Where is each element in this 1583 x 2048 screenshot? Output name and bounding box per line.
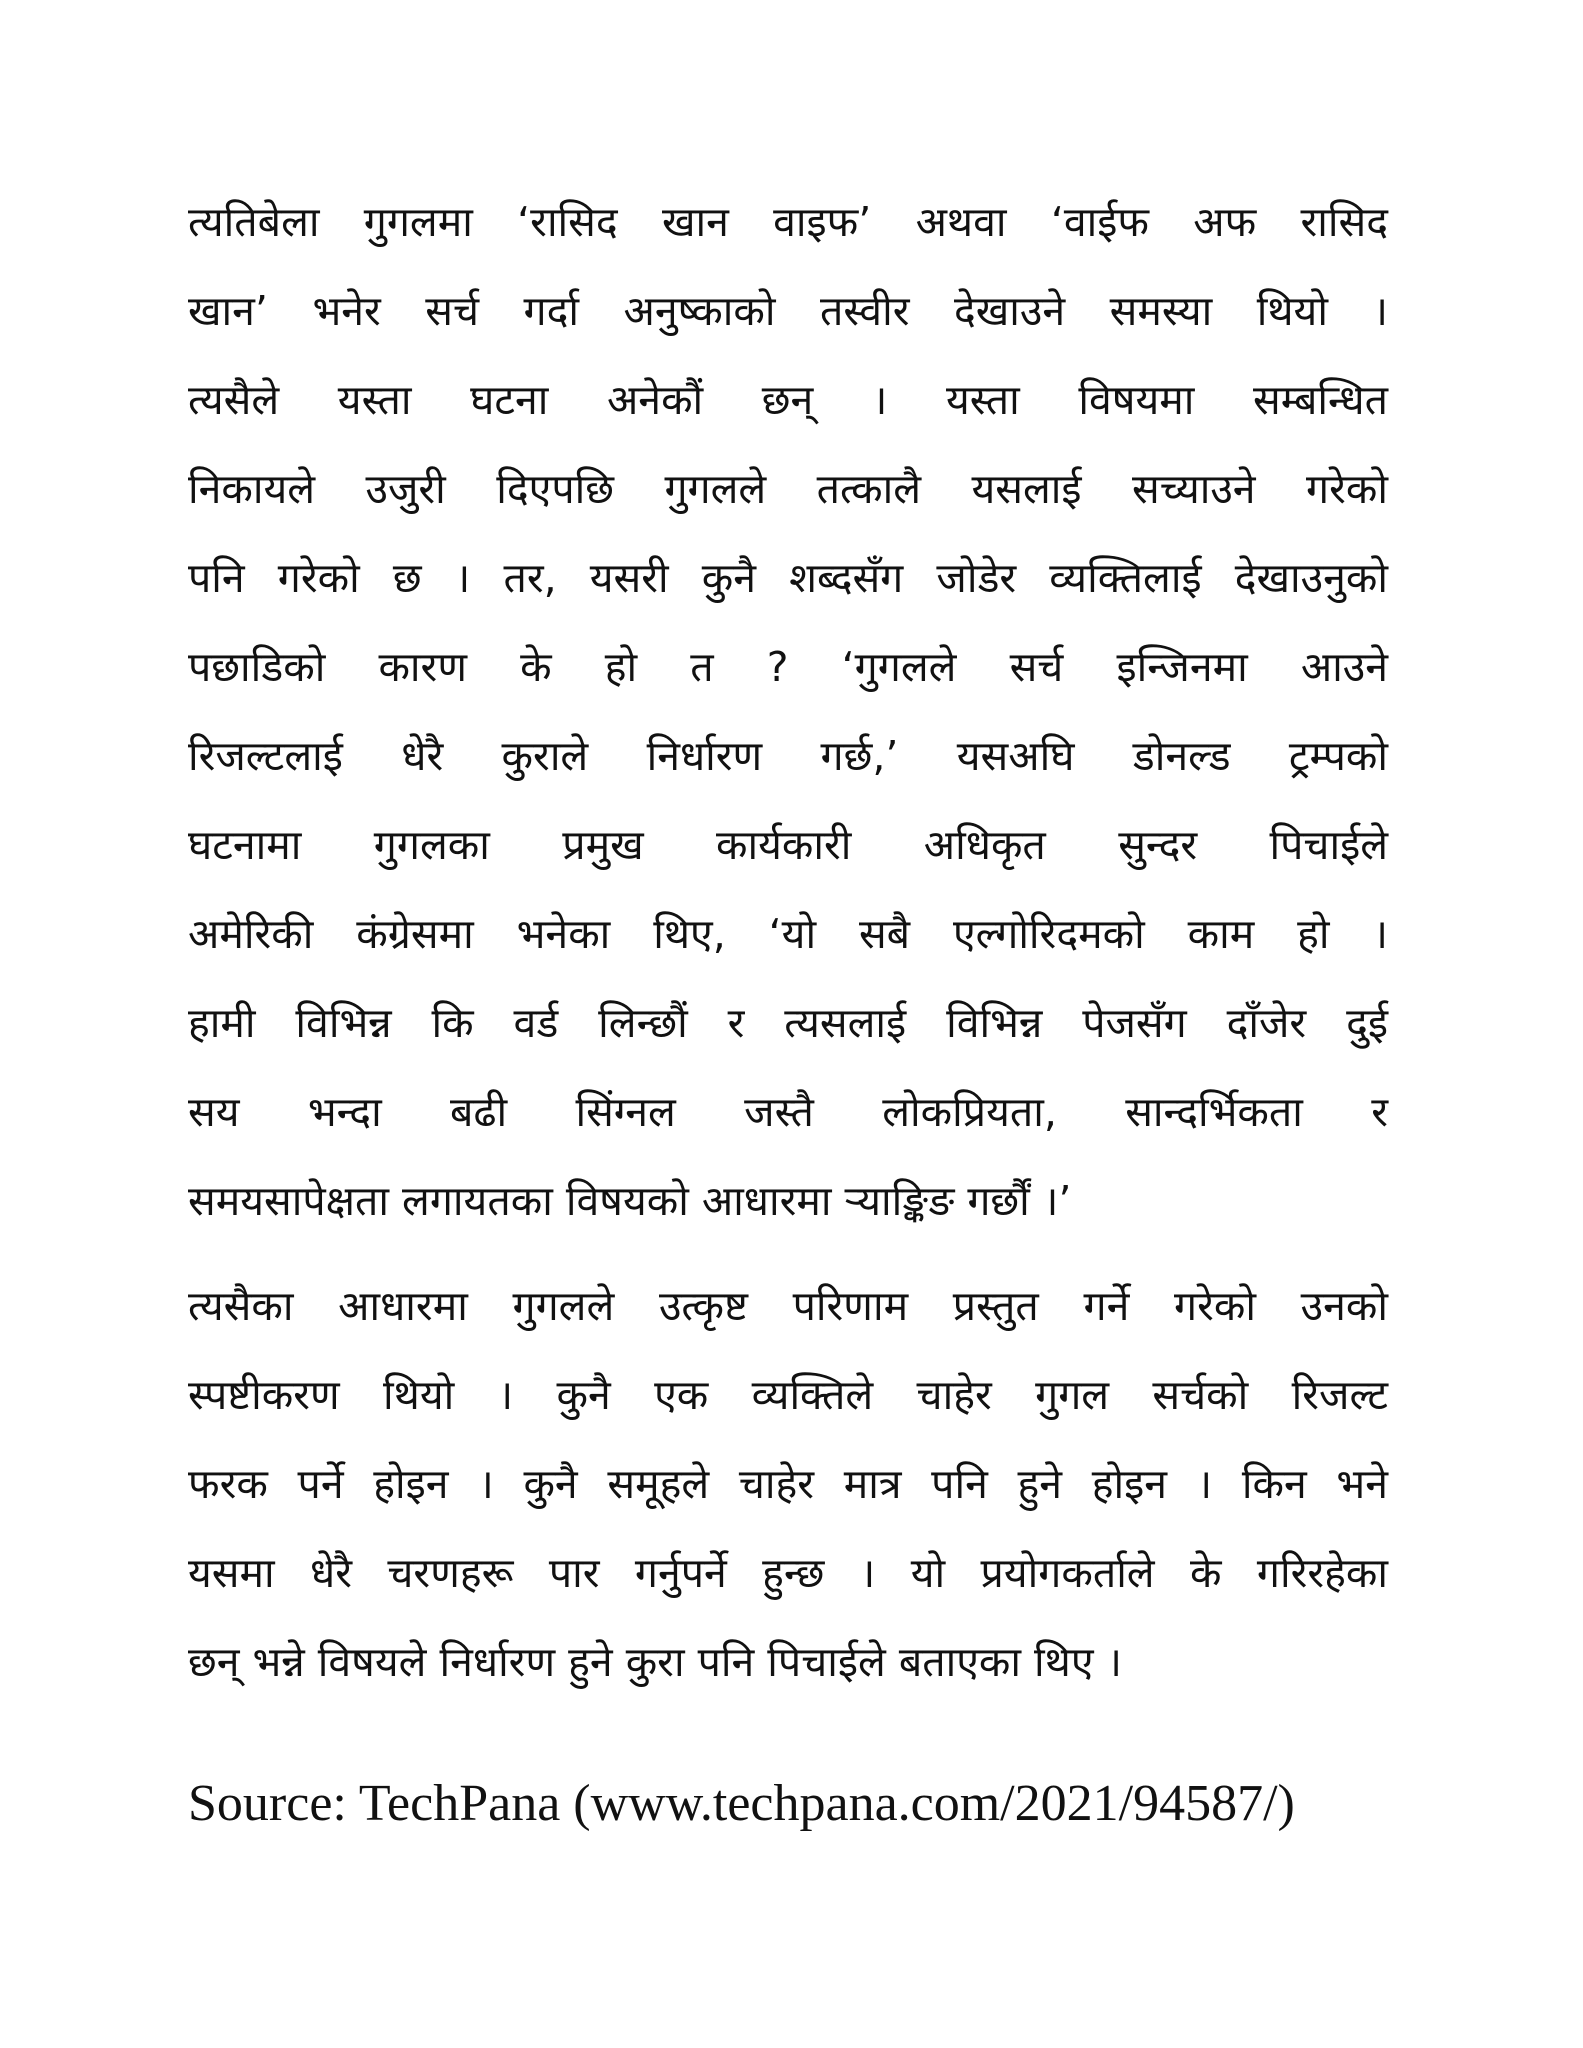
- paragraph-line: त्यसैले यस्ता घटना अनेकौं छन् । यस्ता विषयमा सम्बन्धित: [188, 376, 1388, 424]
- paragraph-line: खान’ भनेर सर्च गर्दा अनुष्काको तस्वीर देखाउने समस्या थियो ।: [188, 287, 1388, 335]
- paragraph-line: पछाडिको कारण के हो त ? ‘गुगलले सर्च इन्जिनमा आउने: [188, 643, 1388, 691]
- source-citation: Source: TechPana (www.techpana.com/2021/94587/): [188, 1775, 1295, 1832]
- paragraph-line: हामी विभिन्न कि वर्ड लिन्छौं र त्यसलाई विभिन्न पेजसँग दाँजेर दुई: [188, 999, 1388, 1047]
- paragraph-line: रिजल्टलाई धेरै कुराले निर्धारण गर्छ,’ यसअघि डोनल्ड ट्रम्पको: [188, 732, 1388, 780]
- paragraph-1: [188, 178, 1388, 1246]
- paragraph-line: सय भन्दा बढी सिंग्नल जस्तै लोकप्रियता, सान्दर्भिकता र: [188, 1088, 1388, 1136]
- paragraph-line: त्यतिबेला गुगलमा ‘रासिद खान वाइफ’ अथवा ‘वाईफ अफ रासिद: [188, 198, 1388, 246]
- paragraph-line: अमेरिकी कंग्रेसमा भनेका थिए, ‘यो सबै एल्गोरिदमको काम हो ।: [188, 910, 1388, 958]
- paragraph-line: त्यसैका आधारमा गुगलले उत्कृष्ट परिणाम प्रस्तुत गर्ने गरेको उनको: [188, 1282, 1388, 1330]
- paragraph-line: समयसापेक्षता लगायतका विषयको आधारमा ऱ्याङ्किङ गर्छौं ।’: [188, 1177, 1072, 1225]
- paragraph-line: छन् भन्ने विषयले निर्धारण हुने कुरा पनि पिचाईले बताएका थिए ।: [188, 1638, 1123, 1686]
- paragraph-2: [188, 1262, 1388, 1707]
- paragraph-line: फरक पर्ने होइन । कुनै समूहले चाहेर मात्र पनि हुने होइन । किन भने: [188, 1460, 1388, 1508]
- paragraph-line: यसमा धेरै चरणहरू पार गर्नुपर्ने हुन्छ । यो प्रयोगकर्ताले के गरिरहेका: [188, 1549, 1388, 1597]
- paragraph-line: पनि गरेको छ । तर, यसरी कुनै शब्दसँग जोडेर व्यक्तिलाई देखाउनुको: [188, 554, 1388, 602]
- paragraph-line: घटनामा गुगलका प्रमुख कार्यकारी अधिकृत सुन्दर पिचाईले: [188, 821, 1388, 869]
- paragraph-line: निकायले उजुरी दिएपछि गुगलले तत्कालै यसलाई सच्याउने गरेको: [188, 465, 1388, 513]
- paragraph-line: स्पष्टीकरण थियो । कुनै एक व्यक्तिले चाहेर गुगल सर्चको रिजल्ट: [188, 1371, 1388, 1419]
